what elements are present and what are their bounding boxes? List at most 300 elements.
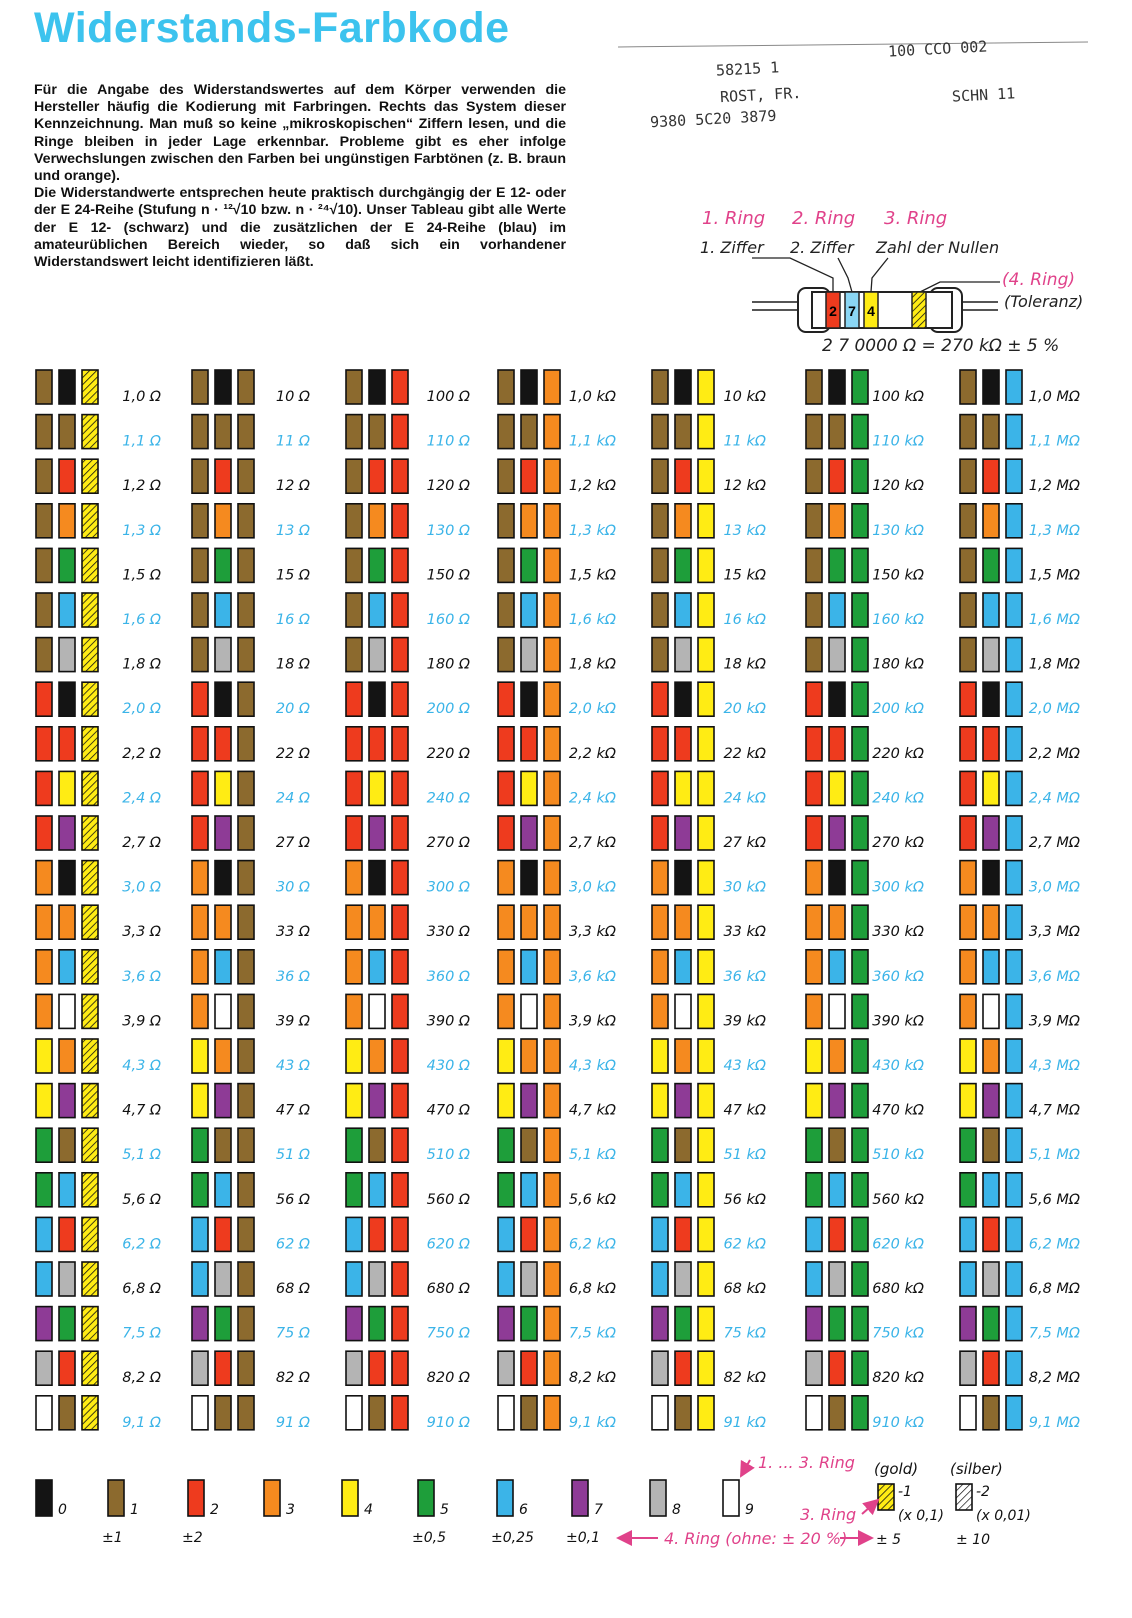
band-multiplier bbox=[1006, 816, 1022, 850]
band-first-digit bbox=[346, 593, 362, 627]
band-multiplier bbox=[852, 459, 868, 493]
band-multiplier bbox=[82, 1217, 98, 1251]
band-first-digit bbox=[652, 638, 668, 672]
band-multiplier bbox=[238, 861, 254, 895]
band-second-digit bbox=[215, 682, 231, 716]
band-first-digit bbox=[192, 727, 208, 761]
value-label: 1,1 Ω bbox=[122, 433, 161, 450]
band-second-digit bbox=[829, 994, 845, 1028]
band-second-digit bbox=[369, 459, 385, 493]
band-first-digit bbox=[652, 771, 668, 805]
band-second-digit bbox=[369, 816, 385, 850]
band-second-digit bbox=[369, 1173, 385, 1207]
band-multiplier bbox=[1006, 727, 1022, 761]
band-first-digit bbox=[346, 994, 362, 1028]
band-second-digit bbox=[521, 1217, 537, 1251]
band-multiplier bbox=[698, 816, 714, 850]
legend-swatch-3 bbox=[264, 1480, 280, 1516]
value-label: 39 kΩ bbox=[723, 1013, 766, 1030]
value-label: 2,4 Ω bbox=[122, 790, 161, 807]
value-label: 680 kΩ bbox=[872, 1281, 924, 1297]
band-second-digit bbox=[829, 1351, 845, 1385]
label-zeros: Zahl der Nullen bbox=[876, 238, 1000, 257]
value-label: 3,9 kΩ bbox=[568, 1013, 616, 1030]
legend-ring3-label: 3. Ring bbox=[800, 1505, 857, 1524]
band-multiplier bbox=[82, 593, 98, 627]
band-first-digit bbox=[806, 950, 822, 984]
band-first-digit bbox=[652, 994, 668, 1028]
band-first-digit bbox=[36, 1351, 52, 1385]
band-second-digit bbox=[215, 1307, 231, 1341]
band-multiplier bbox=[1006, 994, 1022, 1028]
value-label: 6,2 MΩ bbox=[1028, 1236, 1080, 1253]
value-label: 1,8 Ω bbox=[122, 656, 161, 673]
column-2 bbox=[346, 370, 470, 1431]
band-second-digit bbox=[675, 1396, 691, 1430]
band-first-digit bbox=[346, 1307, 362, 1341]
band-first-digit bbox=[652, 1351, 668, 1385]
band-first-digit bbox=[36, 1039, 52, 1073]
legend-swatch-7 bbox=[572, 1480, 588, 1516]
band-first-digit bbox=[192, 1307, 208, 1341]
band-second-digit bbox=[369, 1039, 385, 1073]
band-first-digit bbox=[498, 370, 514, 404]
value-label: 15 Ω bbox=[275, 567, 310, 584]
band-first-digit bbox=[192, 816, 208, 850]
value-label: 20 Ω bbox=[275, 701, 310, 718]
value-label: 680 Ω bbox=[426, 1281, 470, 1297]
band-first-digit bbox=[36, 682, 52, 716]
legend-ring13-label: 1. ... 3. Ring bbox=[758, 1453, 855, 1472]
band-second-digit bbox=[215, 1084, 231, 1118]
band-second-digit bbox=[829, 1307, 845, 1341]
value-label: 1,0 MΩ bbox=[1028, 389, 1080, 405]
band-multiplier bbox=[82, 1084, 98, 1118]
band-multiplier bbox=[238, 994, 254, 1028]
diagram-band-digit-3: 4 bbox=[867, 303, 875, 319]
value-label: 13 kΩ bbox=[723, 522, 766, 539]
band-multiplier bbox=[698, 593, 714, 627]
band-multiplier bbox=[1006, 1262, 1022, 1296]
value-label: 68 Ω bbox=[275, 1281, 310, 1297]
band-first-digit bbox=[960, 1262, 976, 1296]
band-multiplier bbox=[852, 727, 868, 761]
band-multiplier bbox=[852, 370, 868, 404]
value-label: 3,6 Ω bbox=[122, 968, 161, 985]
band-multiplier bbox=[698, 370, 714, 404]
band-multiplier bbox=[82, 1173, 98, 1207]
band-first-digit bbox=[498, 1307, 514, 1341]
band-multiplier bbox=[1006, 415, 1022, 449]
band-multiplier bbox=[392, 994, 408, 1028]
band-second-digit bbox=[215, 1128, 231, 1162]
value-label: 430 Ω bbox=[426, 1058, 470, 1074]
band-first-digit bbox=[806, 771, 822, 805]
band-first-digit bbox=[652, 1307, 668, 1341]
band-first-digit bbox=[498, 1173, 514, 1207]
legend-gold-value: -1 bbox=[898, 1484, 912, 1500]
value-label: 22 kΩ bbox=[723, 745, 766, 762]
band-second-digit bbox=[215, 950, 231, 984]
value-label: 750 kΩ bbox=[872, 1325, 924, 1342]
legend-digit-1: 1 bbox=[130, 1502, 139, 1518]
band-multiplier bbox=[1006, 1307, 1022, 1341]
band-second-digit bbox=[983, 861, 999, 895]
band-second-digit bbox=[675, 1173, 691, 1207]
band-multiplier bbox=[1006, 504, 1022, 538]
band-first-digit bbox=[346, 1173, 362, 1207]
band-multiplier bbox=[238, 548, 254, 582]
legend-swatch-5 bbox=[418, 1480, 434, 1516]
band-second-digit bbox=[521, 727, 537, 761]
band-multiplier bbox=[852, 771, 868, 805]
band-second-digit bbox=[369, 1217, 385, 1251]
band-second-digit bbox=[983, 905, 999, 939]
band-first-digit bbox=[36, 1173, 52, 1207]
band-first-digit bbox=[346, 1351, 362, 1385]
band-second-digit bbox=[521, 861, 537, 895]
band-first-digit bbox=[346, 682, 362, 716]
band-multiplier bbox=[82, 1351, 98, 1385]
band-multiplier bbox=[238, 1396, 254, 1430]
band-second-digit bbox=[59, 415, 75, 449]
value-label: 160 kΩ bbox=[872, 612, 924, 628]
value-label: 1,8 kΩ bbox=[568, 656, 616, 673]
band-first-digit bbox=[36, 415, 52, 449]
band-first-digit bbox=[960, 1039, 976, 1073]
value-label: 9,1 Ω bbox=[122, 1414, 161, 1431]
band-second-digit bbox=[59, 771, 75, 805]
band-second-digit bbox=[829, 415, 845, 449]
band-second-digit bbox=[983, 1084, 999, 1118]
value-label: 36 kΩ bbox=[723, 968, 766, 985]
band-second-digit bbox=[59, 1039, 75, 1073]
band-first-digit bbox=[192, 370, 208, 404]
band-multiplier bbox=[544, 415, 560, 449]
band-multiplier bbox=[1006, 905, 1022, 939]
band-second-digit bbox=[59, 459, 75, 493]
band-first-digit bbox=[192, 861, 208, 895]
value-label: 2,4 MΩ bbox=[1028, 790, 1080, 807]
band-first-digit bbox=[806, 1262, 822, 1296]
legend-swatch-4 bbox=[342, 1480, 358, 1516]
band-multiplier bbox=[238, 1128, 254, 1162]
value-label: 3,3 Ω bbox=[122, 924, 161, 941]
legend-digit-4: 4 bbox=[364, 1502, 373, 1518]
band-second-digit bbox=[369, 861, 385, 895]
band-second-digit bbox=[829, 905, 845, 939]
band-multiplier bbox=[238, 950, 254, 984]
band-first-digit bbox=[36, 1217, 52, 1251]
value-label: 30 Ω bbox=[275, 879, 310, 896]
band-first-digit bbox=[652, 1128, 668, 1162]
band-second-digit bbox=[829, 370, 845, 404]
band-multiplier bbox=[1006, 1351, 1022, 1385]
band-second-digit bbox=[59, 727, 75, 761]
band-first-digit bbox=[36, 1396, 52, 1430]
band-second-digit bbox=[369, 593, 385, 627]
value-label: 3,6 kΩ bbox=[568, 968, 616, 985]
band-first-digit bbox=[498, 415, 514, 449]
band-multiplier bbox=[238, 459, 254, 493]
band-second-digit bbox=[369, 771, 385, 805]
band-first-digit bbox=[36, 459, 52, 493]
band-multiplier bbox=[544, 459, 560, 493]
band-multiplier bbox=[82, 905, 98, 939]
band-multiplier bbox=[698, 861, 714, 895]
band-first-digit bbox=[36, 905, 52, 939]
band-second-digit bbox=[983, 459, 999, 493]
band-second-digit bbox=[59, 994, 75, 1028]
value-label: 1,6 kΩ bbox=[568, 612, 616, 628]
legend-swatch-silver bbox=[956, 1484, 972, 1510]
band-first-digit bbox=[960, 727, 976, 761]
band-second-digit bbox=[829, 1128, 845, 1162]
band-multiplier bbox=[82, 415, 98, 449]
band-second-digit bbox=[59, 1084, 75, 1118]
value-label: 15 kΩ bbox=[723, 567, 766, 584]
value-label: 200 kΩ bbox=[872, 701, 924, 718]
band-multiplier bbox=[698, 1351, 714, 1385]
value-label: 110 Ω bbox=[426, 433, 470, 450]
value-label: 2,7 Ω bbox=[122, 835, 161, 851]
band-first-digit bbox=[346, 638, 362, 672]
value-label: 4,3 kΩ bbox=[568, 1058, 616, 1074]
band-second-digit bbox=[215, 459, 231, 493]
column-1 bbox=[192, 370, 310, 1431]
value-label: 240 Ω bbox=[426, 790, 470, 807]
value-label: 3,0 MΩ bbox=[1028, 879, 1080, 896]
band-second-digit bbox=[369, 548, 385, 582]
value-label: 3,3 kΩ bbox=[568, 924, 616, 941]
band-second-digit bbox=[829, 1217, 845, 1251]
value-label: 1,8 MΩ bbox=[1028, 656, 1080, 673]
band-second-digit bbox=[369, 370, 385, 404]
band-second-digit bbox=[983, 816, 999, 850]
diagram-band-digit-2: 7 bbox=[848, 303, 856, 319]
band-second-digit bbox=[675, 816, 691, 850]
band-first-digit bbox=[36, 504, 52, 538]
band-first-digit bbox=[192, 682, 208, 716]
band-first-digit bbox=[346, 905, 362, 939]
band-second-digit bbox=[59, 638, 75, 672]
value-label: 270 Ω bbox=[426, 835, 470, 851]
band-first-digit bbox=[652, 861, 668, 895]
band-multiplier bbox=[238, 1262, 254, 1296]
band-first-digit bbox=[192, 459, 208, 493]
value-label: 91 Ω bbox=[275, 1414, 310, 1431]
band-second-digit bbox=[675, 459, 691, 493]
value-label: 180 kΩ bbox=[872, 656, 924, 673]
band-first-digit bbox=[36, 548, 52, 582]
value-label: 2,7 MΩ bbox=[1028, 835, 1080, 851]
band-multiplier bbox=[544, 1128, 560, 1162]
band-first-digit bbox=[960, 994, 976, 1028]
value-label: 6,8 MΩ bbox=[1028, 1281, 1080, 1297]
label-ring3: 3. Ring bbox=[884, 208, 948, 229]
band-multiplier bbox=[544, 1351, 560, 1385]
band-first-digit bbox=[806, 1128, 822, 1162]
band-multiplier bbox=[392, 861, 408, 895]
band-first-digit bbox=[960, 370, 976, 404]
value-label: 510 Ω bbox=[426, 1147, 470, 1164]
band-first-digit bbox=[498, 1262, 514, 1296]
band-second-digit bbox=[983, 593, 999, 627]
band-first-digit bbox=[652, 548, 668, 582]
stamp-code-4: SCHN 11 bbox=[951, 84, 1016, 106]
value-label: 330 kΩ bbox=[872, 924, 924, 941]
value-label: 22 Ω bbox=[275, 745, 310, 762]
value-label: 51 Ω bbox=[275, 1147, 310, 1164]
value-label: 82 Ω bbox=[275, 1370, 310, 1387]
band-second-digit bbox=[59, 1217, 75, 1251]
band-multiplier bbox=[544, 861, 560, 895]
band-second-digit bbox=[675, 370, 691, 404]
band-second-digit bbox=[983, 771, 999, 805]
band-multiplier bbox=[392, 1262, 408, 1296]
band-second-digit bbox=[983, 994, 999, 1028]
value-label: 3,6 MΩ bbox=[1028, 968, 1080, 985]
band-first-digit bbox=[192, 1217, 208, 1251]
band-multiplier bbox=[698, 905, 714, 939]
band-multiplier bbox=[544, 950, 560, 984]
value-label: 1,6 MΩ bbox=[1028, 612, 1080, 628]
band-second-digit bbox=[521, 1262, 537, 1296]
value-label: 180 Ω bbox=[426, 656, 470, 673]
band-second-digit bbox=[59, 1128, 75, 1162]
value-label: 470 kΩ bbox=[872, 1102, 924, 1119]
band-second-digit bbox=[829, 548, 845, 582]
band-first-digit bbox=[192, 1351, 208, 1385]
band-first-digit bbox=[652, 593, 668, 627]
value-label: 1,5 kΩ bbox=[568, 567, 616, 584]
value-label: 330 Ω bbox=[426, 924, 470, 941]
legend-digit-7: 7 bbox=[594, 1502, 603, 1518]
band-multiplier bbox=[238, 816, 254, 850]
band-first-digit bbox=[960, 771, 976, 805]
band-first-digit bbox=[498, 816, 514, 850]
band-multiplier bbox=[82, 771, 98, 805]
band-multiplier bbox=[544, 638, 560, 672]
band-first-digit bbox=[806, 504, 822, 538]
band-multiplier bbox=[544, 771, 560, 805]
band-multiplier bbox=[82, 682, 98, 716]
band-second-digit bbox=[983, 548, 999, 582]
value-label: 7,5 kΩ bbox=[568, 1325, 616, 1342]
band-multiplier bbox=[238, 593, 254, 627]
band-second-digit bbox=[829, 816, 845, 850]
column-5 bbox=[806, 370, 924, 1431]
band-multiplier bbox=[392, 593, 408, 627]
value-label: 27 Ω bbox=[275, 835, 310, 851]
band-first-digit bbox=[806, 415, 822, 449]
band-first-digit bbox=[498, 1128, 514, 1162]
band-first-digit bbox=[346, 1217, 362, 1251]
band-multiplier bbox=[238, 638, 254, 672]
band-first-digit bbox=[346, 950, 362, 984]
band-multiplier bbox=[544, 994, 560, 1028]
band-first-digit bbox=[960, 1351, 976, 1385]
value-label: 1,3 kΩ bbox=[568, 522, 616, 539]
value-label: 4,7 MΩ bbox=[1028, 1102, 1080, 1119]
band-second-digit bbox=[215, 1039, 231, 1073]
value-label: 620 kΩ bbox=[872, 1236, 924, 1253]
band-multiplier bbox=[82, 1039, 98, 1073]
value-label: 240 kΩ bbox=[872, 790, 924, 807]
band-second-digit bbox=[521, 415, 537, 449]
band-multiplier bbox=[392, 950, 408, 984]
band-multiplier bbox=[698, 1128, 714, 1162]
band-first-digit bbox=[36, 950, 52, 984]
band-first-digit bbox=[498, 1351, 514, 1385]
band-second-digit bbox=[983, 504, 999, 538]
band-multiplier bbox=[392, 1307, 408, 1341]
band-second-digit bbox=[215, 593, 231, 627]
value-label: 1,3 Ω bbox=[122, 522, 161, 539]
column-4 bbox=[652, 370, 766, 1431]
band-multiplier bbox=[544, 1396, 560, 1430]
band-first-digit bbox=[36, 816, 52, 850]
legend-digit-3: 3 bbox=[286, 1502, 295, 1518]
band-multiplier bbox=[698, 727, 714, 761]
band-first-digit bbox=[498, 905, 514, 939]
band-multiplier bbox=[1006, 593, 1022, 627]
band-first-digit bbox=[652, 459, 668, 493]
band-first-digit bbox=[806, 727, 822, 761]
value-label: 39 Ω bbox=[275, 1013, 310, 1030]
legend-digit-0: 0 bbox=[58, 1502, 67, 1518]
band-multiplier bbox=[392, 548, 408, 582]
band-second-digit bbox=[369, 1396, 385, 1430]
value-label: 430 kΩ bbox=[872, 1058, 924, 1074]
value-label: 160 Ω bbox=[426, 612, 470, 628]
stamp-code-1: 58215 1 bbox=[715, 58, 780, 80]
band-first-digit bbox=[36, 861, 52, 895]
band-second-digit bbox=[215, 727, 231, 761]
band-second-digit bbox=[59, 1173, 75, 1207]
label-tolerance: (Toleranz) bbox=[1004, 292, 1084, 311]
band-multiplier bbox=[392, 415, 408, 449]
band-first-digit bbox=[806, 816, 822, 850]
column-6 bbox=[960, 370, 1080, 1431]
band-multiplier bbox=[544, 1084, 560, 1118]
band-multiplier bbox=[698, 459, 714, 493]
band-multiplier bbox=[238, 504, 254, 538]
value-label: 8,2 kΩ bbox=[568, 1370, 616, 1387]
band-first-digit bbox=[652, 370, 668, 404]
value-label: 3,3 MΩ bbox=[1028, 924, 1080, 941]
value-label: 1,2 Ω bbox=[122, 478, 161, 495]
band-multiplier bbox=[698, 1396, 714, 1430]
band-multiplier bbox=[392, 1351, 408, 1385]
band-second-digit bbox=[521, 771, 537, 805]
value-label: 750 Ω bbox=[426, 1325, 470, 1342]
value-label: 4,7 kΩ bbox=[568, 1102, 616, 1119]
value-label: 120 kΩ bbox=[872, 478, 924, 495]
band-multiplier bbox=[698, 1217, 714, 1251]
band-first-digit bbox=[498, 771, 514, 805]
band-second-digit bbox=[59, 682, 75, 716]
band-second-digit bbox=[59, 950, 75, 984]
legend-digit-8: 8 bbox=[672, 1502, 681, 1518]
band-multiplier bbox=[698, 504, 714, 538]
band-second-digit bbox=[829, 1084, 845, 1118]
value-label: 27 kΩ bbox=[723, 835, 766, 851]
band-multiplier bbox=[1006, 638, 1022, 672]
band-multiplier bbox=[1006, 1128, 1022, 1162]
band-multiplier bbox=[238, 771, 254, 805]
band-first-digit bbox=[192, 504, 208, 538]
